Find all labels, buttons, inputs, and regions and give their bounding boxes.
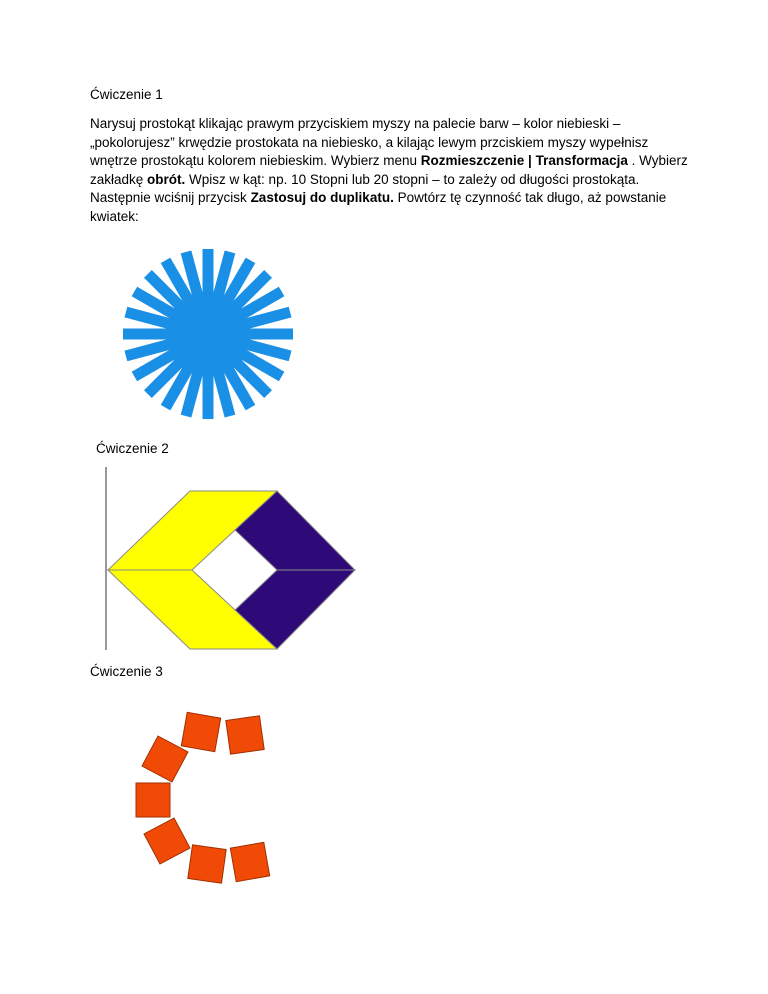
squares-arc-figure (136, 712, 270, 883)
bold-term: Rozmieszczenie | Transformacja (420, 153, 628, 169)
text-run: Wpisz w kąt: np. 10 Stopni lub 20 stopni – to zależy od długości prostokąta. (185, 171, 640, 187)
bold-term: Zastosuj do duplikatu. (250, 190, 394, 206)
orange-square (181, 712, 220, 751)
orange-square (142, 736, 188, 782)
bold-term: obrót. (147, 171, 186, 187)
text-run: Następnie wciśnij przycisk (90, 190, 251, 206)
exercise1-heading: Ćwiczenie 1 (90, 87, 163, 102)
blue-flower-figure (123, 249, 293, 419)
orange-square (136, 783, 170, 817)
exercise2-heading: Ćwiczenie 2 (96, 441, 169, 456)
flower-center (174, 300, 242, 368)
orange-square (230, 842, 269, 881)
text-run: wnętrze prostokątu kolorem niebieskim. Wybierz menu (90, 153, 421, 169)
text-run: zakładkę (90, 171, 148, 187)
text-run: Powtórz tę czynność tak długo, aż powstanie (393, 190, 667, 206)
orange-square (226, 716, 264, 754)
text-run: kwiatek: (90, 208, 139, 224)
text-run: Narysuj prostokąt klikając prawym przyciskiem myszy na palecie barw – kolor niebieski – (90, 116, 621, 131)
text-run: „pokolorujesz” krwędzie prostokata na niebiesko, a kilając lewym przciskiem myszy wypełnisz (90, 134, 649, 150)
orange-square (144, 818, 190, 864)
rotated-rhombus-figure (106, 467, 355, 650)
exercise3-heading: Ćwiczenie 3 (90, 664, 163, 679)
text-run: . Wybierz (627, 153, 688, 169)
orange-square (188, 845, 226, 883)
